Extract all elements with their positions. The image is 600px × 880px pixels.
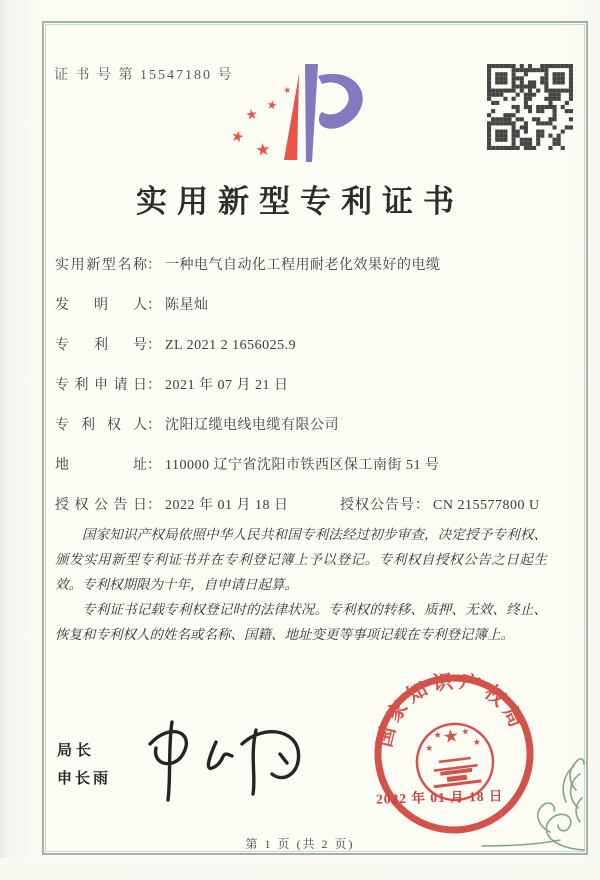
field-value: CN 215577800 U [433, 498, 540, 513]
field-row-patentee: 专利权人： 沈阳辽缆电线电缆有限公司 [55, 414, 549, 434]
field-value: 2021 年 07 月 21 日 [165, 378, 289, 393]
certificate-number: 证 书 号 第 15547180 号 [54, 68, 234, 83]
director-signature [138, 710, 338, 805]
field-label: 专利号 [55, 338, 147, 353]
paragraph-grant-statement: 国家知识产权局依照中华人民共和国专利法经过初步审查，决定授予专利权、颁发实用新型专利证书并在专利登记簿上予以登记。专利权自授权公告之日起生效。专利权期限为十年，自申请日起算。 [55, 527, 547, 592]
seal-date: 2022 年 01 月 18 日 [375, 788, 504, 807]
field-label: 实用新型名称 [55, 258, 147, 273]
field-row-patent-number: 专利号： ZL 2021 2 1656025.9 [55, 334, 549, 354]
svg-text:★: ★ [265, 97, 279, 113]
svg-text:★: ★ [282, 85, 293, 97]
field-label: 专利申请日 [55, 378, 147, 393]
field-row-name: 实用新型名称： 一种电气自动化工程用耐老化效果好的电缆 [55, 254, 549, 274]
certificate-title: 实用新型专利证书 [136, 184, 464, 219]
svg-text:★: ★ [460, 726, 471, 738]
field-value: 沈阳辽缆电线电缆有限公司 [165, 418, 339, 433]
director-title-label: 局长 [57, 743, 96, 759]
field-label: 地址 [55, 458, 147, 473]
director-name-label: 申长雨 [57, 771, 112, 787]
field-row-address: 地址： 110000 辽宁省沈阳市铁西区保工南街 51 号 [55, 454, 549, 474]
field-label: 发明人 [55, 298, 147, 313]
scan-bottom-edge [0, 858, 600, 880]
svg-text:★: ★ [229, 126, 247, 147]
qr-code [487, 64, 573, 150]
svg-text:★: ★ [433, 730, 443, 742]
field-value: 110000 辽宁省沈阳市铁西区保工南街 51 号 [165, 458, 440, 473]
field-row-grant [55, 494, 549, 514]
field-value: ZL 2021 2 1656025.9 [165, 338, 297, 353]
svg-text:★: ★ [244, 106, 259, 124]
svg-text:★: ★ [254, 139, 272, 161]
legal-paragraphs [55, 522, 547, 647]
field-label: 授权公告号 [340, 498, 415, 513]
certificate-fields [55, 254, 549, 534]
svg-text:★: ★ [424, 743, 434, 755]
field-value: 2022 年 01 月 18 日 [165, 498, 289, 513]
cnipa-logo [226, 56, 374, 168]
grant-date-pair: 授权公告日： 2022 年 01 月 18 日 [55, 498, 292, 513]
svg-text:★: ★ [441, 725, 461, 749]
field-label: 授权公告日 [55, 498, 147, 513]
field-label: 专利权人 [55, 418, 147, 433]
seal-ring-text: 国家知识产权局 [373, 670, 530, 750]
field-value: 陈星灿 [165, 298, 209, 313]
grant-number-pair: 授权公告号： CN 215577800 U [340, 498, 540, 513]
page-number: 第 1 页 (共 2 页) [245, 837, 355, 851]
svg-text:★: ★ [472, 737, 482, 749]
field-row-inventor: 发明人： 陈星灿 [55, 294, 549, 314]
field-value: 一种电气自动化工程用耐老化效果好的电缆 [165, 258, 441, 273]
field-row-filing-date: 专利申请日： 2021 年 07 月 21 日 [55, 374, 549, 394]
paragraph-register-statement: 专利证书记载专利权登记时的法律状况。专利权的转移、质押、无效、终止、恢复和专利权人的姓名或名称、国籍、地址变更等事项记载在专利登记簿上。 [55, 602, 547, 642]
